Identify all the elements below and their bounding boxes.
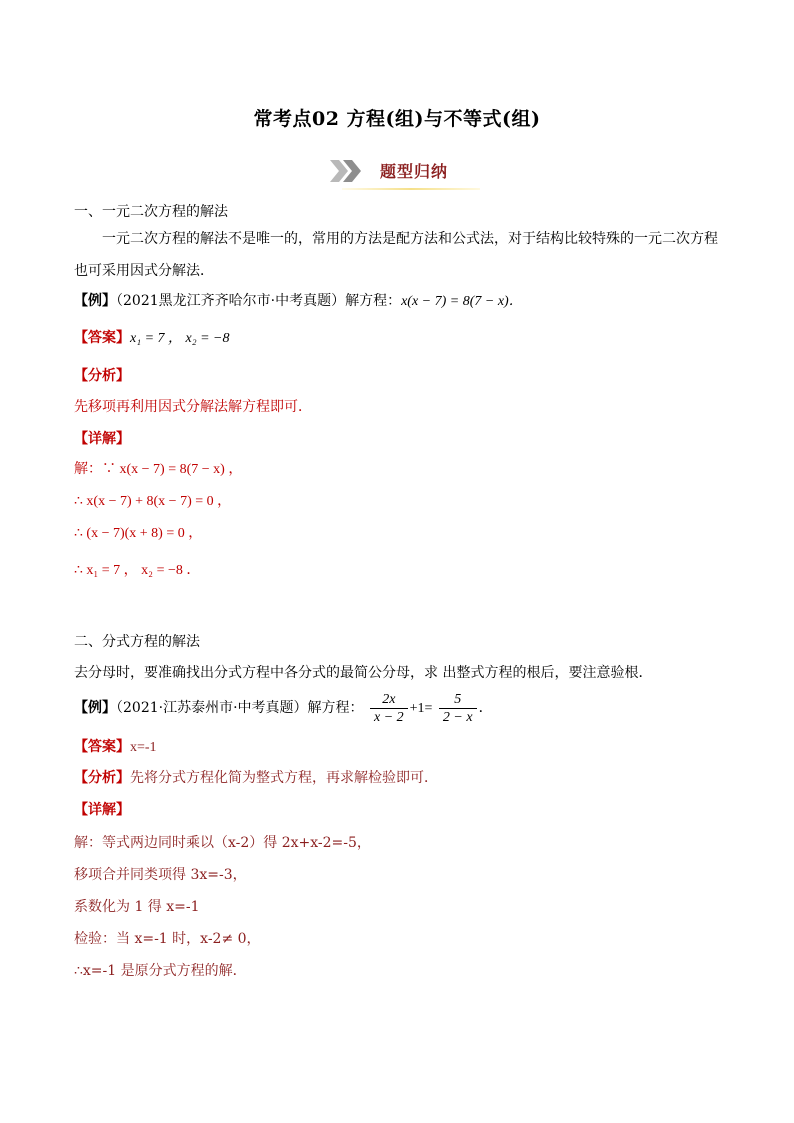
banner-label: 题型归纳 [380, 162, 449, 181]
analysis-text: 先将分式方程化简为整式方程，再求解检验即可． [130, 770, 438, 786]
page-title: 常考点02 方程(组)与不等式(组) [253, 108, 541, 130]
section1-step1: 解：∵ x(x − 7) = 8(7 − x) ， [74, 462, 243, 477]
section-banner [330, 156, 480, 192]
double-chevron-icon [330, 160, 364, 182]
section2-example: 【例】（2021·江苏泰州市·中考真题）解方程： $\frac{2x}{x - 2}$ +1= $\frac{5}{2 - x}$ ． [74, 691, 493, 725]
section2-analysis [74, 769, 438, 787]
analysis-tag: 【分析】 [74, 770, 130, 786]
section1-example [74, 292, 523, 311]
section1-analysis: 先移项再利用因式分解法解方程即可． [74, 399, 312, 415]
fraction-right: $\frac{5}{2 - x}$ [439, 691, 477, 726]
section1-detail-tag: 【详解】 [74, 431, 130, 447]
section1-step3: ∴ (x − 7)(x + 8) = 0 ， [74, 526, 203, 541]
section2-step4: 检验：当 x=-1 时，x-2≠ 0， [74, 931, 261, 947]
section2-step5: ∴x=-1 是原分式方程的解． [74, 963, 247, 979]
answer-text: x₁ = 7 ， x₂ = −8 [130, 331, 230, 346]
section2-detail-tag: 【详解】 [74, 802, 130, 818]
banner-underline [342, 188, 480, 190]
example-tag: 【例】 [74, 293, 116, 309]
answer-tag: 【答案】 [74, 739, 130, 755]
answer-tag: 【答案】 [74, 330, 130, 346]
section1-step4: ∴ x₁ = 7 ， x₂ = −8 ． [74, 563, 201, 578]
fraction-left: $\frac{2x}{x - 2}$ [370, 691, 408, 726]
section1-step2: ∴ x(x − 7) + 8(x − 7) = 0 ， [74, 494, 232, 509]
section1-heading: 一、一元二次方程的解法 [74, 204, 228, 220]
section2-step1: 解：等式两边同时乘以（x-2）得 2x+x-2=-5， [74, 835, 371, 851]
example-source: （2021黑龙江齐齐哈尔市·中考真题）解方程： [116, 293, 402, 309]
section1-analysis-tag: 【分析】 [74, 368, 130, 384]
section2-step2: 移项合并同类项得 3x=-3， [74, 867, 247, 883]
section2-step3: 系数化为 1 得 x=-1 [74, 899, 200, 915]
answer-text: x=-1 [130, 740, 157, 755]
section1-answer [74, 329, 230, 348]
example-source: （2021·江苏泰州市·中考真题）解方程： [116, 700, 364, 716]
section1-intro-line1: 一元二次方程的解法不是唯一的，常用的方法是配方法和公式法，对于结构比较特殊的一元二次方程 [102, 231, 718, 247]
section2-answer [74, 738, 157, 757]
example-tag: 【例】 [74, 700, 116, 716]
section2-intro: 去分母时，要准确找出分式方程中各分式的最简公分母，求 出整式方程的根后，要注意验根． [74, 665, 653, 681]
section1-intro-line2: 也可采用因式分解法． [74, 263, 214, 279]
section2-heading: 二、分式方程的解法 [74, 634, 200, 650]
example-equation: x(x − 7) = 8(7 − x)． [401, 294, 523, 309]
